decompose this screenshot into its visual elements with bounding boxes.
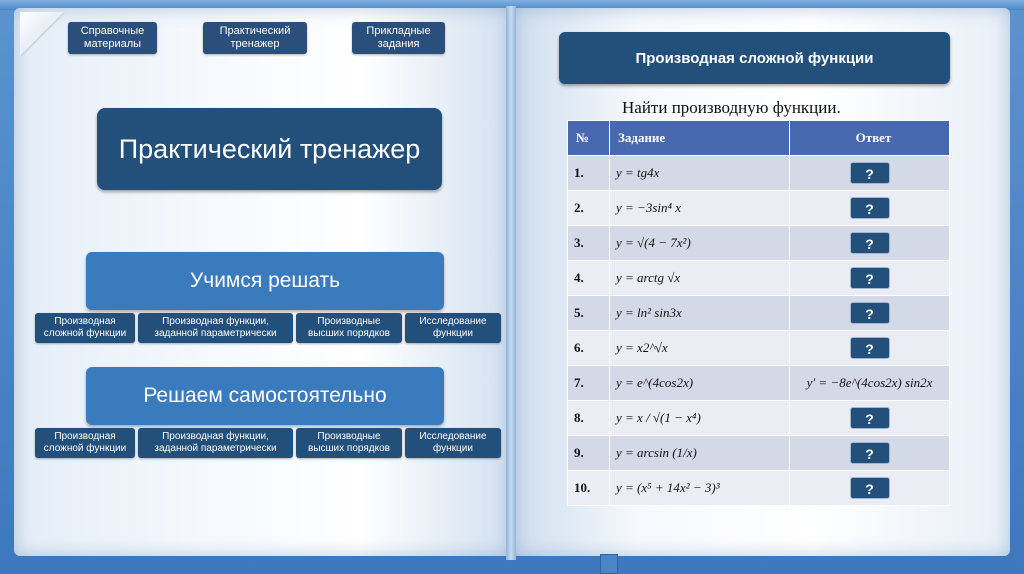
row-number: 9. [568,436,610,471]
show-answer-button[interactable]: ? [850,337,890,359]
row-number: 4. [568,261,610,296]
task-formula: y = tg4x [610,156,790,191]
table-row [568,261,950,296]
table-row [568,331,950,366]
solo-parametric-button[interactable]: Производная функции, заданной параметрически [138,428,293,458]
row-number: 1. [568,156,610,191]
row-number: 5. [568,296,610,331]
column-number: № [568,121,610,156]
table-row [568,401,950,436]
topic-header: Производная сложной функции [559,32,950,84]
task-formula: y = −3sin⁴ x [610,191,790,226]
table-row [568,191,950,226]
column-task: Задание [610,121,790,156]
task-formula: y = arcsin (1/x) [610,436,790,471]
show-answer-button[interactable]: ? [850,197,890,219]
page-curl-icon[interactable] [20,12,64,56]
row-number: 2. [568,191,610,226]
table-row [568,436,950,471]
row-number: 6. [568,331,610,366]
table-row [568,156,950,191]
task-formula: y = (x⁵ + 14x² − 3)³ [610,471,790,506]
task-formula: y = x2^√x [610,331,790,366]
answer-text: y′ = −8e^(4cos2x) sin2x [806,375,933,390]
task-formula: y = √(4 − 7x²) [610,226,790,261]
row-number: 10. [568,471,610,506]
table-row [568,366,950,401]
learn-higher-order-button[interactable]: Производные высших порядков [296,313,402,343]
show-answer-button[interactable]: ? [850,267,890,289]
nav-applied-button[interactable]: Прикладные задания [352,22,445,54]
show-answer-button[interactable]: ? [850,162,890,184]
learn-section-button[interactable]: Учимся решать [86,252,444,310]
solo-composite-button[interactable]: Производная сложной функции [35,428,135,458]
task-formula: y = arctg √x [610,261,790,296]
solo-analysis-button[interactable]: Исследование функции [405,428,501,458]
nav-trainer-button[interactable]: Практический тренажер [203,22,307,54]
tasks-table [567,120,950,506]
show-answer-button[interactable]: ? [850,442,890,464]
row-number: 8. [568,401,610,436]
row-number: 3. [568,226,610,261]
show-answer-button[interactable]: ? [850,407,890,429]
column-answer: Ответ [790,121,950,156]
learn-composite-button[interactable]: Производная сложной функции [35,313,135,343]
book-spine [506,6,516,560]
learn-analysis-button[interactable]: Исследование функции [405,313,501,343]
table-row [568,226,950,261]
task-formula: y = e^(4cos2x) [610,366,790,401]
instruction-text: Найти производную функции. [622,98,841,117]
table-header-row [568,121,950,156]
solo-section-button[interactable]: Решаем самостоятельно [86,367,444,425]
task-formula: y = ln² sin3x [610,296,790,331]
solo-higher-order-button[interactable]: Производные высших порядков [296,428,402,458]
task-formula: y = x / √(1 − x⁴) [610,401,790,436]
show-answer-button[interactable]: ? [850,232,890,254]
show-answer-button[interactable]: ? [850,477,890,499]
show-answer-button[interactable]: ? [850,302,890,324]
table-row [568,471,950,506]
nav-reference-button[interactable]: Справочные материалы [68,22,157,54]
learn-parametric-button[interactable]: Производная функции, заданной параметрически [138,313,293,343]
row-number: 7. [568,366,610,401]
table-row [568,296,950,331]
page-title: Практический тренажер [97,108,442,190]
bookmark-ribbon [600,554,618,574]
